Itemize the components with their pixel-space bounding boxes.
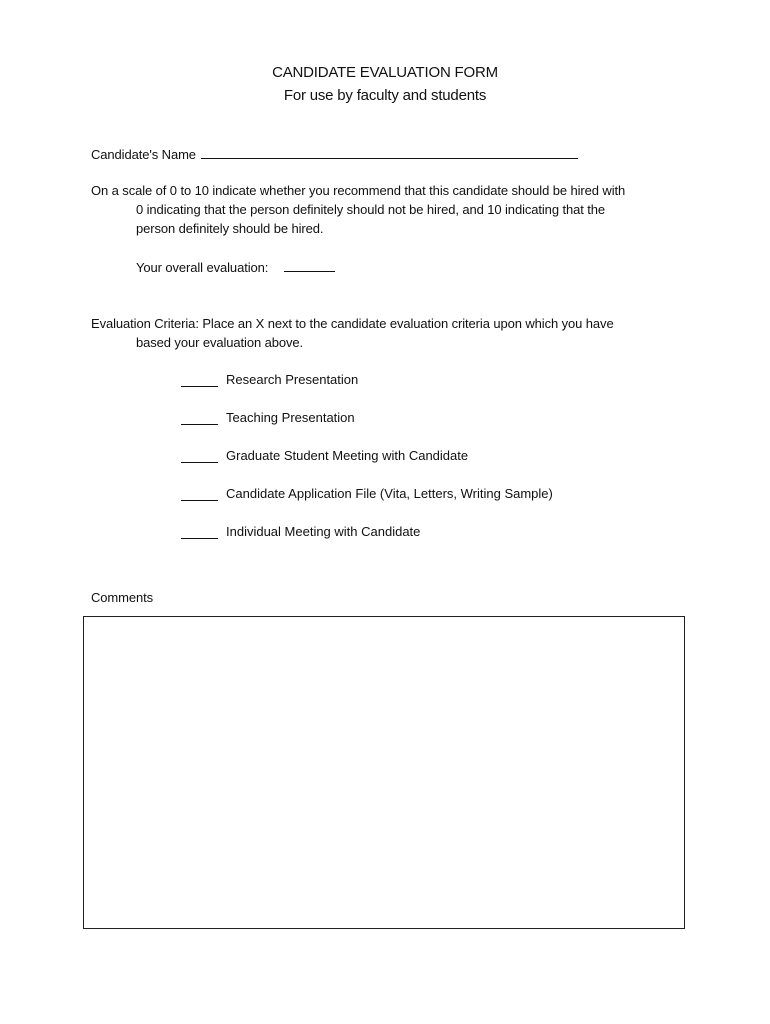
criteria-item-application-file (181, 486, 553, 501)
criteria-checkbox-field[interactable] (181, 449, 218, 463)
overall-evaluation-row (136, 259, 335, 275)
criteria-label: Candidate Application File (Vita, Letters, Writing Sample) (226, 486, 553, 501)
criteria-checkbox-field[interactable] (181, 373, 218, 387)
scale-instructions-line-1: On a scale of 0 to 10 indicate whether you recommend that this candidate should be hired with (91, 183, 626, 198)
candidate-name-field[interactable] (201, 146, 578, 159)
criteria-label: Research Presentation (226, 372, 359, 387)
criteria-checkbox-field[interactable] (181, 487, 218, 501)
criteria-instructions-line-1: Evaluation Criteria: Place an X next to the candidate evaluation criteria upon which you have (91, 316, 614, 331)
criteria-label: Individual Meeting with Candidate (226, 524, 421, 539)
criteria-instructions-line-2: based your evaluation above. (136, 335, 304, 350)
form-subtitle: For use by faculty and students (283, 87, 487, 104)
candidate-name-label: Candidate's Name (91, 147, 196, 162)
comments-label: Comments (91, 590, 154, 605)
scale-instructions-line-3: person definitely should be hired. (136, 221, 324, 236)
criteria-label: Teaching Presentation (226, 410, 355, 425)
form-title: CANDIDATE EVALUATION FORM (272, 64, 498, 81)
criteria-item-teaching-presentation (181, 410, 355, 425)
criteria-checkbox-field[interactable] (181, 525, 218, 539)
criteria-checkbox-field[interactable] (181, 411, 218, 425)
criteria-item-individual-meeting (181, 524, 420, 539)
comments-textarea[interactable] (83, 616, 685, 929)
criteria-item-research-presentation (181, 372, 358, 387)
criteria-label: Graduate Student Meeting with Candidate (226, 448, 469, 463)
overall-evaluation-field[interactable] (284, 259, 335, 272)
candidate-name-row (91, 146, 578, 162)
overall-evaluation-label: Your overall evaluation: (136, 260, 269, 275)
criteria-item-graduate-student-meeting (181, 448, 468, 463)
scale-instructions-line-2: 0 indicating that the person definitely should not be hired, and 10 indicating that the (136, 202, 606, 217)
